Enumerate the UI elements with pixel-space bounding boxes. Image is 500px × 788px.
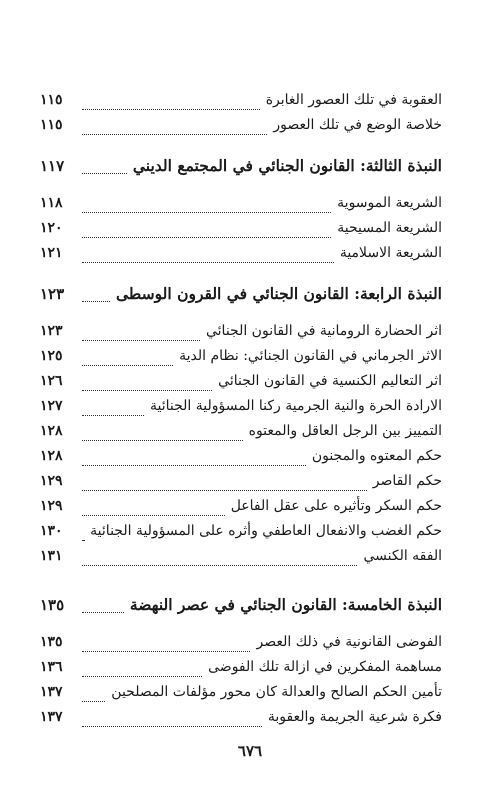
toc-section-heading: [40, 595, 442, 620]
toc-entry-page: ١٢٥: [40, 348, 63, 364]
toc-entry: [40, 348, 442, 373]
leader-dots: [82, 108, 260, 110]
leader-dots: [82, 564, 357, 566]
leader-dots: [82, 364, 173, 366]
toc-section-heading: [40, 156, 442, 181]
toc-entry-title: التمييز بين الرجل العاقل والمعتوه: [248, 423, 442, 439]
toc-entry-page: ١١٥: [40, 92, 63, 108]
toc-entry-page: ١٣٥: [40, 634, 63, 650]
leader-dots: [82, 389, 212, 391]
leader-dots: [82, 261, 334, 263]
toc-entry-page: ١٢٩: [40, 473, 63, 489]
toc-heading-title: النبذة الثالثة: القانون الجنائي في المجتمع الديني: [132, 156, 442, 175]
toc-entry-title: الفقه الكنسي: [363, 548, 442, 564]
toc-entry: [40, 473, 442, 498]
toc-entry: [40, 423, 442, 448]
leader-dots: [82, 700, 105, 702]
toc-entry-title: العقوبة في تلك العصور الغابرة: [265, 92, 442, 108]
leader-dots: [82, 514, 225, 516]
leader-dots: [82, 133, 267, 135]
toc-entry-title: حكم القاصر: [372, 473, 442, 489]
toc-entry-page: ١١٨: [40, 195, 63, 211]
toc-entry: [40, 220, 442, 245]
leader-dots: [82, 650, 250, 652]
toc-section-heading: [40, 284, 442, 309]
toc-entry: [40, 373, 442, 398]
leader-dots: [82, 439, 243, 441]
toc-entry-title: الشريعة المسيحية: [337, 220, 442, 236]
toc-entry-title: مساهمة المفكرين في ازالة تلك الفوضى: [208, 659, 442, 675]
toc-heading-title: النبذة الرابعة: القانون الجنائي في القرون الوسطى: [116, 284, 442, 303]
toc-entry: [40, 117, 442, 142]
toc-entry: [40, 659, 442, 684]
toc-entry-page: ١١٥: [40, 117, 63, 133]
toc-entry-page: ١٢٧: [40, 398, 63, 414]
toc-entry: [40, 245, 442, 270]
toc-entry: [40, 523, 442, 548]
leader-dots: [82, 725, 262, 727]
toc-entry-title: الارادة الحرة والنية الجرمية ركنا المسؤولية الجنائية: [149, 398, 442, 414]
toc-entry-title: اثر الحضارة الرومانية في القانون الجنائي: [205, 323, 442, 339]
toc-heading-page: ١١٧: [40, 157, 65, 175]
toc-heading-page: ١٣٥: [40, 596, 65, 614]
toc-entry: [40, 634, 442, 659]
leader-dots: [82, 489, 367, 491]
toc-entry-title: الفوضى القانونية في ذلك العصر: [256, 634, 442, 650]
toc-entry-title: الشريعة الاسلامية: [339, 245, 442, 261]
toc-entry-title: الشريعة الموسوية: [337, 195, 442, 211]
toc-entry-title: فكرة شرعية الجريمة والعقوبة: [267, 709, 442, 725]
toc-entry-title: حكم الغضب والانفعال العاطفي وأثره على المسؤولية الجنائية: [90, 523, 442, 539]
leader-dots: [82, 464, 306, 466]
toc-entry-title: خلاصة الوضع في تلك العصور: [273, 117, 442, 133]
toc-entry-page: ١٣٦: [40, 659, 63, 675]
toc-entry: [40, 684, 442, 709]
toc-entry-title: اثر التعاليم الكنسية في القانون الجنائي: [218, 373, 442, 389]
toc-entry-title: حكم السكر وتأثيره على عقل الفاعل: [230, 498, 442, 514]
leader-dots: [82, 211, 331, 213]
leader-dots: [82, 339, 200, 341]
leader-dots: [82, 300, 110, 302]
toc-entry: [40, 195, 442, 220]
toc-heading-page: ١٢٣: [40, 285, 65, 303]
toc-entry: [40, 548, 442, 573]
page-number: ٦٧٦: [237, 742, 263, 760]
toc-entry-page: ١٢٨: [40, 448, 63, 464]
toc-entry: [40, 498, 442, 523]
toc-entry-page: ١٢٦: [40, 373, 63, 389]
toc-entry: [40, 448, 442, 473]
toc-entry-title: حكم المعتوه والمجنون: [311, 448, 442, 464]
toc-heading-title: النبذة الخامسة: القانون الجنائي في عصر النهضة: [129, 595, 442, 614]
table-of-contents: [40, 92, 442, 734]
leader-dots: [82, 675, 202, 677]
toc-entry-page: ١٢٠: [40, 220, 63, 236]
toc-entry: [40, 709, 442, 734]
toc-entry-page: ١٣٧: [40, 684, 63, 700]
toc-entry-title: تأمين الحكم الصالح والعدالة كان محور مؤلفات المصلحين: [111, 684, 442, 700]
toc-entry-page: ١٢٣: [40, 323, 63, 339]
leader-dots: [82, 539, 84, 541]
toc-entry-page: ١٢١: [40, 245, 63, 261]
toc-entry-page: ١٢٨: [40, 423, 63, 439]
toc-entry: [40, 398, 442, 423]
toc-entry-page: ١٢٩: [40, 498, 63, 514]
leader-dots: [82, 172, 127, 174]
leader-dots: [82, 236, 331, 238]
leader-dots: [82, 414, 144, 416]
toc-entry-title: الاثر الجرماني في القانون الجنائي: نظام الدية: [179, 348, 442, 364]
toc-entry: [40, 323, 442, 348]
toc-entry-page: ١٣١: [40, 548, 63, 564]
toc-entry-page: ١٣٧: [40, 709, 63, 725]
toc-entry-page: ١٣٠: [40, 523, 63, 539]
leader-dots: [82, 611, 124, 613]
toc-entry: [40, 92, 442, 117]
